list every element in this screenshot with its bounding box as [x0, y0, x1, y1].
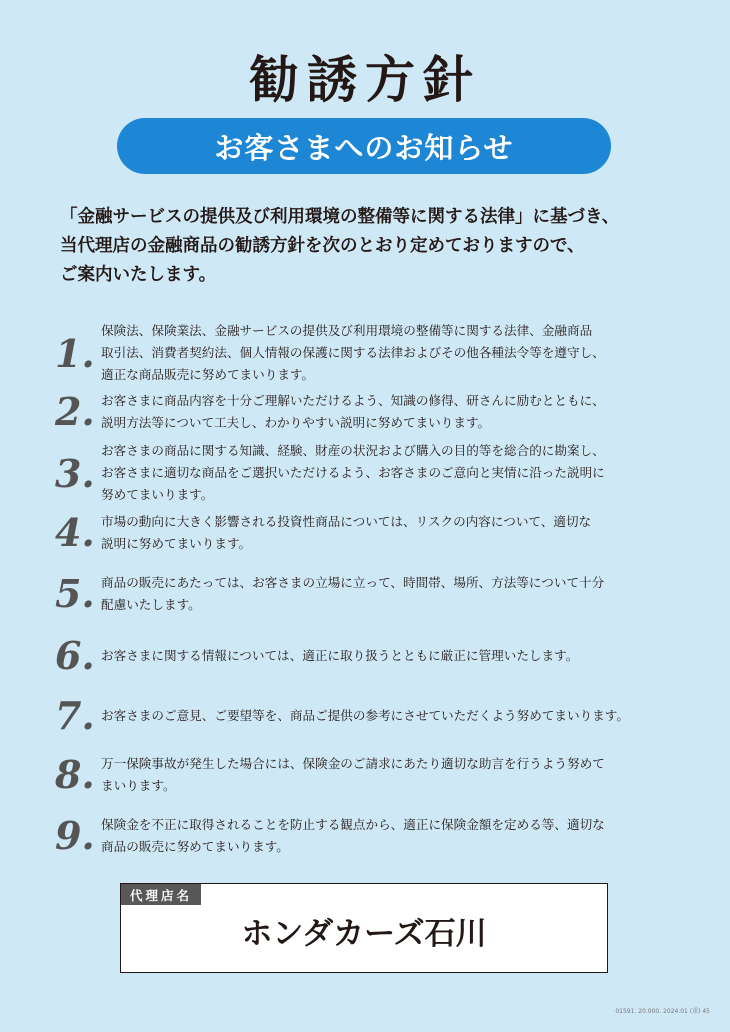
notice-banner [117, 118, 611, 174]
policy-number: 9. [55, 813, 95, 858]
notice-banner-text: お客さまへのお知らせ [214, 130, 514, 165]
policy-text [99, 320, 605, 386]
agent-box [120, 883, 608, 973]
policy-line: お客さまのご意見、ご要望等を、商品ご提供の参考にさせていただくよう努めてまいります。 [101, 707, 629, 723]
policy-line: 説明に努めてまいります。 [101, 535, 252, 551]
policy-text [99, 390, 605, 434]
policy-text [99, 440, 605, 506]
policy-text [99, 814, 605, 858]
policy-line: 保険金を不正に取得されることを防止する観点から、適正に保険金額を定める等、適切な [101, 816, 605, 832]
policy-text [99, 511, 591, 555]
policy-item-6 [55, 633, 695, 678]
policy-line: お客さまの商品に関する知識、経験、財産の状況および購入の目的等を総合的に勘案し、 [101, 443, 605, 458]
policy-line: 説明方法等について工夫し、わかりやすい説明に努めてまいります。 [101, 414, 491, 430]
policy-item-1 [55, 320, 695, 386]
policy-item-8 [55, 752, 695, 797]
policy-item-3 [55, 440, 695, 506]
policy-number: 1. [55, 330, 95, 376]
policy-number: 5. [55, 571, 95, 616]
agent-label: 代理店名 [121, 884, 201, 905]
policy-line: お客さまに関する情報については、適正に取り扱うとともに厳正に管理いたします。 [101, 647, 579, 663]
policy-item-5 [55, 571, 695, 616]
policy-line: お客さまに適切な商品をご選択いただけるよう、お客さまのご意向と実情に沿った説明に [101, 465, 605, 480]
policy-item-7 [55, 693, 695, 738]
policy-text [99, 753, 605, 797]
intro-line: ご案内いたします。 [60, 265, 217, 285]
policy-line: 市場の動向に大きく影響される投資性商品については、リスクの内容について、適切な [101, 513, 592, 529]
policy-text [99, 645, 578, 667]
policy-number: 6. [55, 633, 95, 678]
policy-line: まいります。 [101, 777, 176, 793]
policy-line: 保険法、保険業法、金融サービスの提供及び利用環境の整備等に関する法律、金融商品 [101, 323, 593, 338]
policy-item-9 [55, 813, 695, 858]
policy-number: 8. [55, 752, 95, 797]
policy-text [99, 705, 629, 727]
policy-item-2 [55, 389, 695, 434]
policy-line: 取引法、消費者契約法、個人情報の保護に関する法律およびその他各種法令等を遵守し、 [101, 345, 605, 360]
policy-line: 適正な商品販売に努めてまいります。 [101, 367, 315, 382]
intro-paragraph [60, 203, 690, 290]
policy-line: 配慮いたします。 [101, 596, 201, 612]
policy-line: お客さまに商品内容を十分ご理解いただけるよう、知識の修得、研さんに励むとともに、 [101, 392, 605, 408]
policy-item-4 [55, 510, 695, 555]
policy-text [99, 572, 604, 616]
policy-line: 万一保険事故が発生した場合には、保険金のご請求にあたり適切な助言を行うよう努めて [101, 755, 605, 771]
policy-line: 商品の販売に努めてまいります。 [101, 838, 289, 854]
policy-number: 3. [55, 450, 95, 496]
page-title: 勧誘方針 [249, 51, 481, 109]
print-code: 01591. 20.000. 2024.01 (重) 45 [615, 1008, 710, 1015]
agent-name: ホンダカーズ石川 [241, 916, 487, 952]
intro-line: 「金融サービスの提供及び利用環境の整備等に関する法律」に基づき、 [60, 207, 620, 227]
policy-number: 2. [55, 389, 95, 434]
policy-line: 努めてまいります。 [101, 487, 214, 502]
intro-line: 当代理店の金融商品の勧誘方針を次のとおり定めておりますので、 [60, 236, 585, 256]
policy-number: 4. [55, 510, 95, 555]
policy-line: 商品の販売にあたっては、お客さまの立場に立って、時間帯、場所、方法等について十分 [101, 574, 605, 590]
policy-number: 7. [55, 693, 95, 738]
